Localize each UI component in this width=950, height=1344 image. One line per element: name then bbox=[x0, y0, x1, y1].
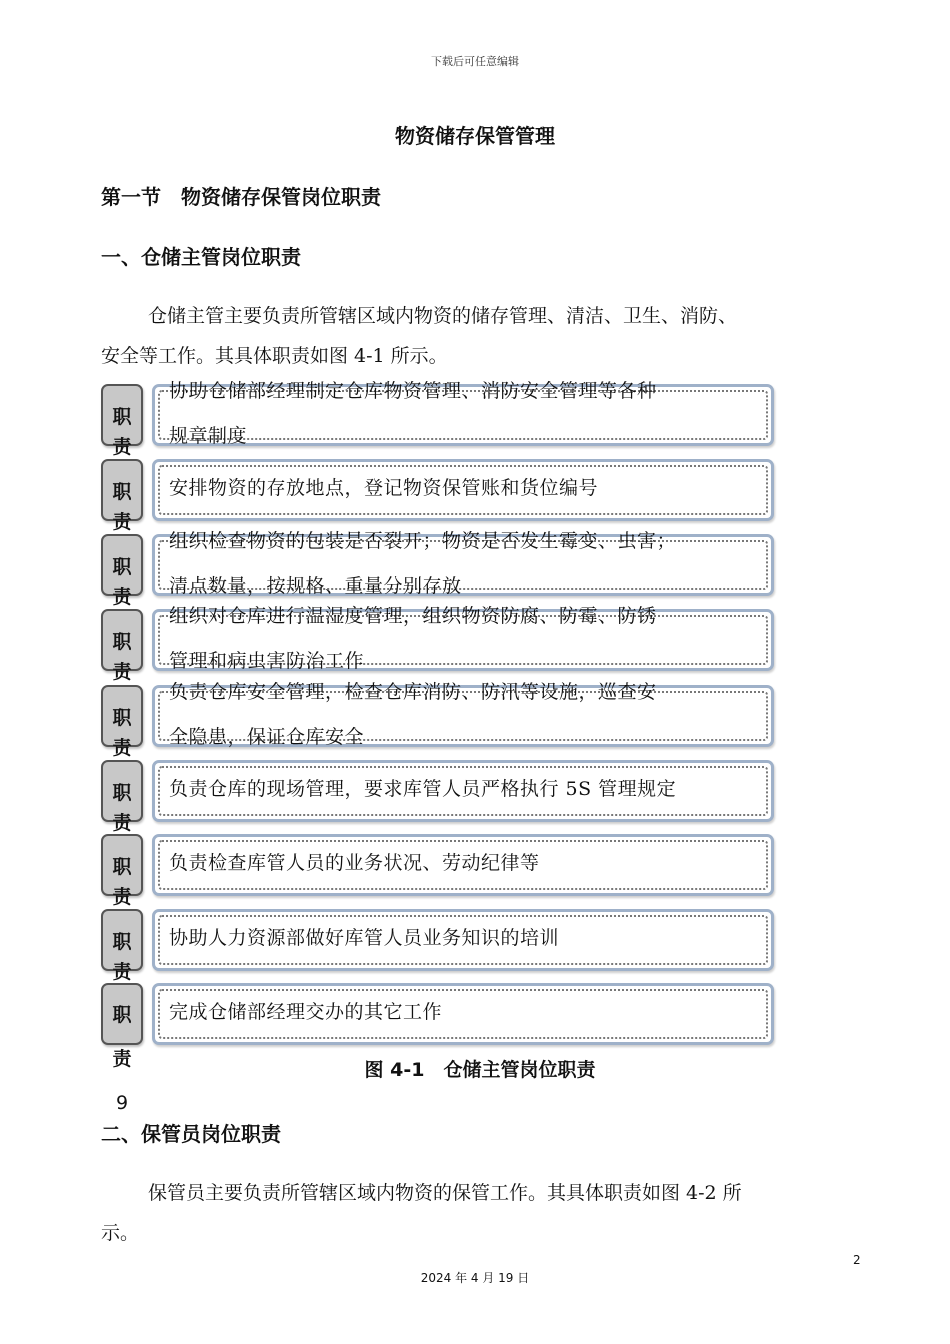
duty-row-1 bbox=[99, 380, 779, 458]
duty-row-7 bbox=[99, 834, 779, 908]
intro2-line-1: 保管员主要负责所管辖区域内物资的保管工作。其具体职责如图 4-2 所 bbox=[148, 1182, 742, 1204]
intro-paragraph-1 bbox=[101, 296, 891, 376]
figure-caption: 图 4-1 仓储主管岗位职责 bbox=[364, 1059, 596, 1081]
duty-row-2 bbox=[99, 459, 779, 533]
subsection-heading-1: 一、仓储主管岗位职责 bbox=[101, 245, 301, 269]
duty-text: 完成仓储部经理交办的其它工作 bbox=[169, 1001, 443, 1023]
subsection-heading-2: 二、保管员岗位职责 bbox=[101, 1122, 281, 1146]
duty-text: 负责仓库的现场管理，要求库管人员严格执行 5S 管理规定 bbox=[169, 778, 677, 800]
document-title: 物资储存保管管理 bbox=[395, 124, 555, 148]
header-note: 下载后可任意编辑 bbox=[431, 55, 519, 68]
duty-row-4 bbox=[99, 605, 779, 683]
footer-date: 2024 年 4 月 19 日 bbox=[420, 1271, 530, 1285]
duty-tag-label: 职 责 bbox=[112, 856, 132, 908]
duty-tag-label: 职 责 bbox=[112, 556, 132, 608]
page-number: 2 bbox=[853, 1253, 861, 1267]
duty-tag-label: 职 责 bbox=[112, 707, 132, 759]
intro-line-1: 仓储主管主要负责所管辖区域内物资的储存管理、清洁、卫生、消防、 bbox=[148, 305, 738, 327]
duty-row-3 bbox=[99, 530, 779, 608]
duty-row-6 bbox=[99, 760, 779, 834]
intro-paragraph-2 bbox=[101, 1173, 891, 1253]
duty-text: 协助人力资源部做好库管人员业务知识的培训 bbox=[169, 927, 560, 949]
duty-tag-label: 职 责 9 bbox=[112, 1004, 132, 1114]
duty-row-5 bbox=[99, 681, 779, 759]
duty-text: 负责检查库管人员的业务状况、劳动纪律等 bbox=[169, 852, 540, 874]
duty-row-8 bbox=[99, 909, 779, 983]
duty-tag-label: 职 责 bbox=[112, 631, 132, 683]
duty-tag-label: 职 责 bbox=[112, 406, 132, 458]
duty-tag-label: 职 责 bbox=[112, 931, 132, 983]
duty-tag-label: 职 责 bbox=[112, 782, 132, 834]
duty-text: 组织对仓库进行温湿度管理，组织物资防腐、防霉、防锈 管理和病虫害防治工作 bbox=[169, 605, 657, 672]
duty-text: 安排物资的存放地点，登记物资保管账和货位编号 bbox=[169, 477, 599, 499]
intro-line-2: 安全等工作。其具体职责如图 4-1 所示。 bbox=[101, 345, 448, 367]
section-heading: 第一节 物资储存保管岗位职责 bbox=[101, 185, 381, 209]
duty-text: 组织检查物资的包装是否裂开；物资是否发生霉变、虫害； 清点数量，按规格、重量分别存放 bbox=[169, 530, 677, 597]
duty-tag-label: 职 责 bbox=[112, 481, 132, 533]
duty-text: 负责仓库安全管理，检查仓库消防、防汛等设施，巡查安 全隐患，保证仓库安全 bbox=[169, 681, 657, 748]
duty-text: 协助仓储部经理制定仓库物资管理、消防安全管理等各种 规章制度 bbox=[169, 380, 657, 447]
intro2-line-2: 示。 bbox=[101, 1222, 140, 1244]
